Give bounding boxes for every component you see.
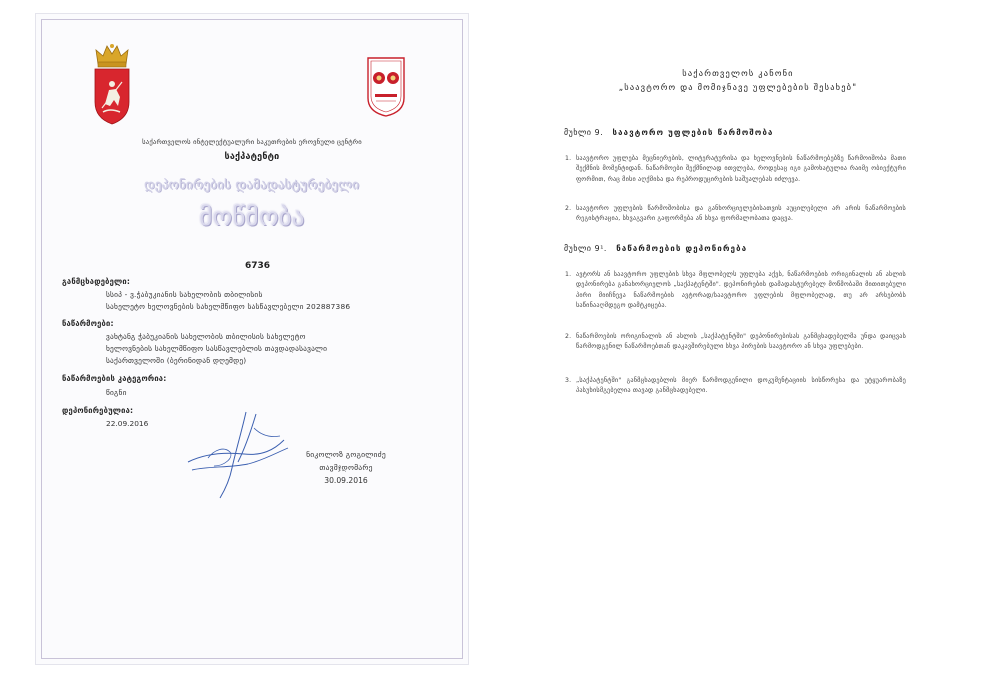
organization-name: საქართველოს ინტელექტუალური საკუთრების ეროვნული ცენტრი: [142, 138, 362, 146]
category-value: წიგნი: [106, 388, 127, 397]
applicant-line-2: სახელეტო ხელოვნების სახელმწიფო სასწავლებელი 202887386: [106, 302, 351, 311]
law-header-line-1: საქართველოს კანონი: [682, 68, 794, 78]
article-9-1-item-1: 1. ავტორს ან საავტორო უფლების სხვა მფლობელს უფლება აქვს, ნაწარმოების ორიგინალის ან ასლის დეპონირება განახორციელოს „საქპატენტში". დეპონირების დამადასტურებელ მოწმობაში მითითებული პირი მიიჩნევა ნაწარმოების ავტორად/საავტორო უფლების მფლობელად, თუ არ არსებობს საწინააღმდეგო დამტკიცება.: [565, 271, 906, 310]
applicant-line-1: სსიპ - ვ.ჭაბუკიანის სახელობის თბილისის: [106, 290, 263, 299]
certificate-title: მოწმობა: [199, 202, 305, 231]
applicant-label: განმცხადებელი:: [62, 277, 131, 286]
article-9-1-title: ნაწარმოების დეპონირება: [616, 244, 748, 253]
article-9-1-item-2: 2. ნაწარმოების ორიგინალის ან ასლის „საქპატენტში" დეპონირებისას განმცხადებელმა უნდა დაიცვას წარმოდგენილ ნაწარმოებთან დაკავშირებული სხვა პირების საავტორო ან სხვა უფლებები.: [565, 333, 906, 351]
signer-date: 30.09.2016: [324, 476, 368, 485]
certificate-subtitle: დეპონირების დამადასტურებელი: [144, 178, 360, 193]
article-9-title: საავტორო უფლების წარმოშობა: [612, 128, 774, 137]
article-9-1-item-3: 3. „საქპატენტში" განმცხადებლის მიერ წარმოდგენილი დოკუმენტაციის სისწორესა და უტყუარობაზე პასუხისმგებელია თავად განმცხადებელი.: [565, 377, 906, 395]
law-excerpt-page: [494, 4, 982, 680]
signer-name: ნიკოლოზ გოგილიძე: [306, 450, 386, 459]
sakpatenti-logo-icon: [366, 54, 406, 118]
law-header-line-2: „საავტორო და მომიჯნავე უფლებების შესახებ": [618, 82, 858, 92]
work-line-2: ხელოვნების სახელმწიფო სასწავლებლის თავდადასავალი: [106, 344, 328, 353]
deposit-date-label: დეპონირებულია:: [62, 406, 134, 415]
article-9-number: მუხლი 9.: [564, 128, 604, 137]
work-label: ნაწარმოები:: [62, 319, 114, 328]
work-line-3: საქართველოში (ბერინიდან დღემდე): [106, 356, 247, 365]
work-line-1: ვახტანგ ჭაბუკიანის სახელობის თბილისის სახელეტო: [106, 332, 306, 341]
signer-title: თავმჯდომარე: [319, 463, 373, 472]
article-9-heading: [564, 128, 774, 137]
article-9-item-1: 1. საავტორო უფლება მეცნიერების, ლიტერატურისა და ხელოვნების ნაწარმოებებზე წარმოიშობა მათი შექმნის მომენტიდან. ნაწარმოები შექმნილად ითვლება, როდესაც იგი გამოხატულია რაიმე ობიექტური ფორმით, რაც მისი აღქმისა და რეპროდუცირების საშუალებას იძლევა.: [565, 155, 906, 183]
article-9-item-2: 2. საავტორო უფლების წარმოშობისა და განხორციელებისათვის აუცილებელი არ არის ნაწარმოების რეგისტრაცია, სხვაგვარი გაფორმება ან სხვა ფორმალობათა დაცვა.: [565, 205, 906, 223]
article-9-1-number: მუხლი 9¹.: [564, 244, 607, 253]
article-9-1-heading: [564, 244, 747, 253]
category-label: ნაწარმოების კატეგორია:: [62, 374, 167, 383]
georgia-coat-of-arms-icon: [90, 42, 134, 126]
registration-number: 6736: [245, 261, 271, 271]
agency-name: საქპატენტი: [224, 152, 280, 162]
deposit-certificate-page: [36, 14, 468, 664]
deposit-date: 22.09.2016: [106, 419, 149, 428]
